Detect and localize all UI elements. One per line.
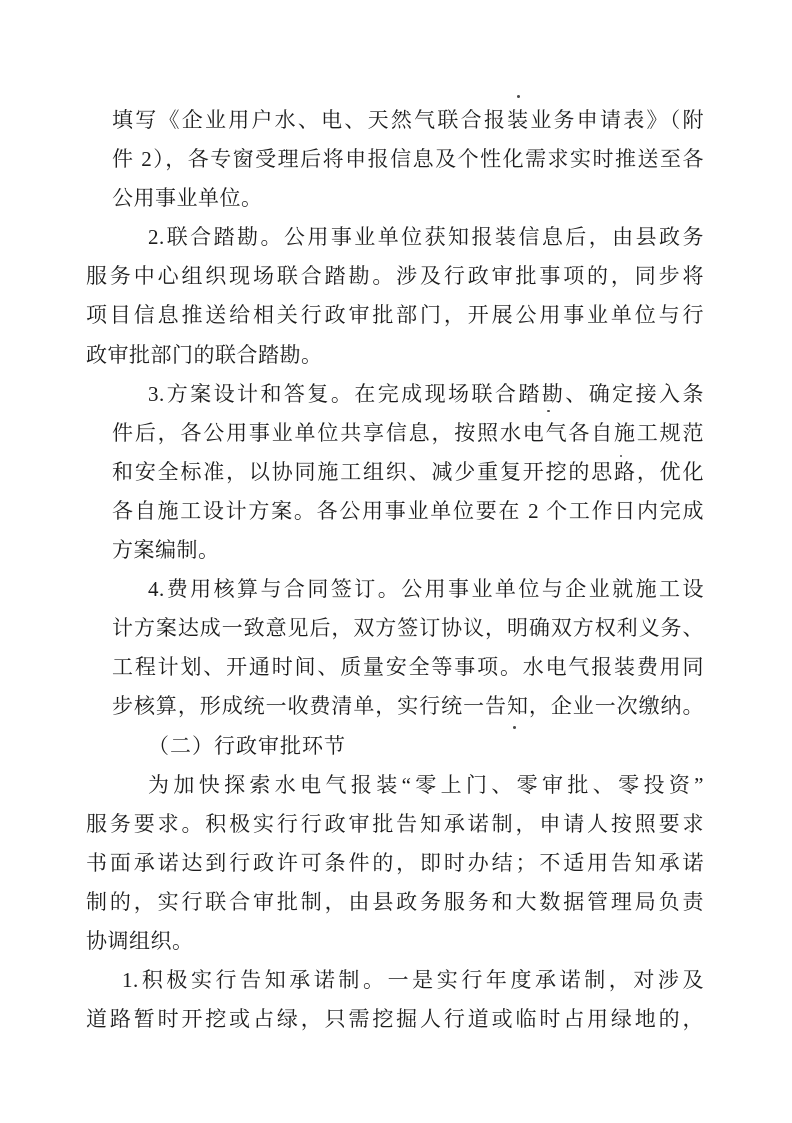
text-line: 计方案达成一致意见后，双方签订协议，明确双方权利义务、: [112, 616, 704, 641]
section-heading-admin-approval: [112, 727, 704, 766]
text-line: 4.费用核算与合同签订。公用事业单位与企业就施工设: [148, 577, 704, 602]
section-heading-text: （二）行政审批环节: [148, 733, 346, 758]
text-line: 书面承诺达到行政许可条件的，即时办结；不适用告知承诺: [86, 850, 704, 875]
text-line: 3.方案设计和答复。在完成现场联合踏勘、确定接入条: [148, 381, 704, 406]
text-line: 公用事业单位。: [112, 186, 263, 211]
paragraph-item-2-joint-survey: [86, 218, 704, 374]
text-line: 为加快探索水电气报装“零上门、零审批、零投资”: [148, 772, 704, 797]
text-line: 政审批部门的联合踏勘。: [86, 342, 323, 367]
scan-speck: [517, 95, 520, 98]
text-line: 服务要求。积极实行行政审批告知承诺制，申请人按照要求: [86, 811, 704, 836]
text-line: 步核算，形成统一收费清单，实行统一告知，企业一次缴纳。: [112, 694, 704, 719]
text-line: 填写《企业用户水、电、天然气联合报装业务申请表》（附: [112, 108, 704, 132]
document-text-block: [86, 101, 704, 1039]
paragraph-item-1-notification-commitment: [86, 961, 704, 1039]
paragraph-item-3-design-reply: [112, 375, 704, 570]
paragraph-zero-service-requirement: [86, 766, 704, 961]
text-line: 1.积极实行告知承诺制。一是实行年度承诺制，对涉及: [122, 968, 704, 993]
text-line: 件 2），各专窗受理后将申报信息及个性化需求实时推送至各: [112, 147, 704, 172]
paragraph-item-4-cost-contract: [112, 570, 704, 726]
text-line: 制的，实行联合审批制，由县政务服务和大数据管理局负责: [86, 889, 704, 914]
text-line: 2.联合踏勘。公用事业单位获知报装信息后，由县政务: [148, 225, 704, 250]
text-line: 道路暂时开挖或占绿，只需挖掘人行道或临时占用绿地的，: [86, 1007, 704, 1032]
text-line: 和安全标准，以协同施工组织、减少重复开挖的思路，优化: [112, 459, 704, 484]
text-line: 项目信息推送给相关行政审批部门，开展公用事业单位与行: [86, 303, 704, 328]
text-line: 协调组织。: [86, 928, 194, 953]
paragraph-intro-continuation: [112, 101, 704, 218]
text-line: 方案编制。: [112, 538, 220, 563]
text-line: 件后，各公用事业单位共享信息，按照水电气各自施工规范: [112, 420, 704, 445]
text-line: 服务中心组织现场联合踏勘。涉及行政审批事项的，同步将: [86, 264, 704, 289]
text-line: 工程计划、开通时间、质量安全等事项。水电气报装费用同: [112, 655, 704, 680]
text-line: 各自施工设计方案。各公用事业单位要在 2 个工作日内完成: [112, 498, 704, 523]
